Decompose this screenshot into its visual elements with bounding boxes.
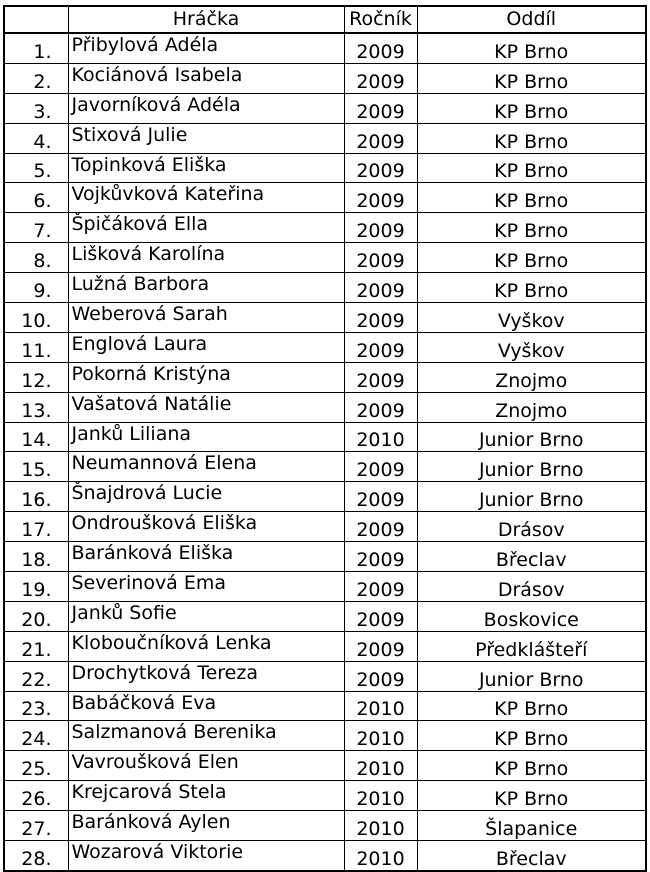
player-name-cell: Vašatová Natálie <box>68 392 344 422</box>
club-cell: KP Brno <box>417 721 646 751</box>
table-row <box>4 811 646 841</box>
player-name-cell: Baránková Eliška <box>68 542 344 572</box>
rank-cell: 11. <box>4 332 68 362</box>
club-cell: KP Brno <box>417 691 646 721</box>
player-name-cell: Vojkůvková Kateřina <box>68 183 344 213</box>
table-row <box>4 452 646 482</box>
table-row <box>4 601 646 631</box>
birth-year-cell: 2009 <box>344 183 417 213</box>
club-cell: KP Brno <box>417 33 646 63</box>
player-name-cell: Krejcarová Stela <box>68 781 344 811</box>
birth-year-cell: 2009 <box>344 153 417 183</box>
rank-cell: 13. <box>4 392 68 422</box>
player-name-cell: Wozarová Viktorie <box>68 841 344 871</box>
player-name-cell: Kociánová Isabela <box>68 63 344 93</box>
table-row <box>4 721 646 751</box>
birth-year-cell: 2009 <box>344 332 417 362</box>
rank-cell: 6. <box>4 183 68 213</box>
birth-year-cell: 2009 <box>344 392 417 422</box>
club-cell: KP Brno <box>417 213 646 243</box>
rank-cell: 10. <box>4 303 68 333</box>
rank-cell: 23. <box>4 691 68 721</box>
birth-year-cell: 2010 <box>344 751 417 781</box>
club-cell: Drásov <box>417 572 646 602</box>
table-row <box>4 841 646 871</box>
table-row <box>4 542 646 572</box>
birth-year-cell: 2009 <box>344 273 417 303</box>
player-name-cell: Vavroušková Elen <box>68 751 344 781</box>
club-cell: Junior Brno <box>417 482 646 512</box>
birth-year-cell: 2010 <box>344 691 417 721</box>
player-name-cell: Englová Laura <box>68 332 344 362</box>
rank-cell: 3. <box>4 93 68 123</box>
player-name-cell: Pokorná Kristýna <box>68 362 344 392</box>
club-cell: Drásov <box>417 512 646 542</box>
club-cell: KP Brno <box>417 183 646 213</box>
rank-cell: 14. <box>4 422 68 452</box>
player-name-cell: Janků Sofie <box>68 601 344 631</box>
rank-cell: 20. <box>4 601 68 631</box>
table-body <box>4 33 646 871</box>
rank-cell: 21. <box>4 631 68 661</box>
birth-year-cell: 2009 <box>344 243 417 273</box>
club-cell: Břeclav <box>417 542 646 572</box>
rank-cell: 5. <box>4 153 68 183</box>
birth-year-cell: 2009 <box>344 362 417 392</box>
birth-year-cell: 2009 <box>344 482 417 512</box>
birth-year-cell: 2009 <box>344 33 417 63</box>
player-name-cell: Kloboučníková Lenka <box>68 631 344 661</box>
player-name-cell: Stixová Julie <box>68 123 344 153</box>
table-row <box>4 572 646 602</box>
club-cell: Vyškov <box>417 332 646 362</box>
rank-cell: 28. <box>4 841 68 871</box>
player-name-cell: Šnajdrová Lucie <box>68 482 344 512</box>
player-name-cell: Janků Liliana <box>68 422 344 452</box>
birth-year-cell: 2009 <box>344 572 417 602</box>
birth-year-cell: 2009 <box>344 452 417 482</box>
rank-cell: 9. <box>4 273 68 303</box>
birth-year-cell: 2009 <box>344 661 417 691</box>
player-name-cell: Lužná Barbora <box>68 273 344 303</box>
table-row <box>4 213 646 243</box>
birth-year-cell: 2009 <box>344 542 417 572</box>
table-row <box>4 392 646 422</box>
club-cell: Znojmo <box>417 392 646 422</box>
header-row <box>4 6 646 33</box>
birth-year-cell: 2010 <box>344 811 417 841</box>
player-name-cell: Weberová Sarah <box>68 303 344 333</box>
player-name-cell: Ondroušková Eliška <box>68 512 344 542</box>
club-cell: KP Brno <box>417 153 646 183</box>
table-row <box>4 362 646 392</box>
header-player: Hráčka <box>68 6 344 33</box>
rank-cell: 17. <box>4 512 68 542</box>
club-cell: Junior Brno <box>417 422 646 452</box>
club-cell: Junior Brno <box>417 452 646 482</box>
rank-cell: 26. <box>4 781 68 811</box>
header-birth-year: Ročník <box>344 6 417 33</box>
birth-year-cell: 2009 <box>344 631 417 661</box>
table-row <box>4 33 646 63</box>
birth-year-cell: 2010 <box>344 721 417 751</box>
club-cell: Vyškov <box>417 303 646 333</box>
players-table <box>3 5 647 872</box>
club-cell: KP Brno <box>417 63 646 93</box>
table-row <box>4 63 646 93</box>
table-row <box>4 93 646 123</box>
table-row <box>4 243 646 273</box>
table-row <box>4 512 646 542</box>
birth-year-cell: 2010 <box>344 841 417 871</box>
table-row <box>4 273 646 303</box>
birth-year-cell: 2009 <box>344 213 417 243</box>
club-cell: KP Brno <box>417 93 646 123</box>
rank-cell: 18. <box>4 542 68 572</box>
player-name-cell: Salzmanová Berenika <box>68 721 344 751</box>
birth-year-cell: 2009 <box>344 63 417 93</box>
rank-cell: 2. <box>4 63 68 93</box>
table-row <box>4 153 646 183</box>
birth-year-cell: 2009 <box>344 123 417 153</box>
club-cell: Junior Brno <box>417 661 646 691</box>
rank-cell: 1. <box>4 33 68 63</box>
birth-year-cell: 2010 <box>344 422 417 452</box>
rank-cell: 15. <box>4 452 68 482</box>
rank-cell: 4. <box>4 123 68 153</box>
player-name-cell: Baránková Aylen <box>68 811 344 841</box>
club-cell: Předklášteří <box>417 631 646 661</box>
player-name-cell: Javorníková Adéla <box>68 93 344 123</box>
birth-year-cell: 2009 <box>344 93 417 123</box>
club-cell: KP Brno <box>417 781 646 811</box>
table-row <box>4 332 646 362</box>
header-club: Oddíl <box>417 6 646 33</box>
player-name-cell: Neumannová Elena <box>68 452 344 482</box>
table-row <box>4 751 646 781</box>
player-name-cell: Topinková Eliška <box>68 153 344 183</box>
rank-cell: 8. <box>4 243 68 273</box>
rank-cell: 27. <box>4 811 68 841</box>
table-row <box>4 422 646 452</box>
player-name-cell: Přibylová Adéla <box>68 33 344 63</box>
table-row <box>4 123 646 153</box>
club-cell: Znojmo <box>417 362 646 392</box>
table-row <box>4 691 646 721</box>
rank-cell: 16. <box>4 482 68 512</box>
player-name-cell: Drochytková Tereza <box>68 661 344 691</box>
rank-cell: 22. <box>4 661 68 691</box>
birth-year-cell: 2010 <box>344 781 417 811</box>
rank-cell: 24. <box>4 721 68 751</box>
birth-year-cell: 2009 <box>344 512 417 542</box>
club-cell: Šlapanice <box>417 811 646 841</box>
club-cell: Boskovice <box>417 601 646 631</box>
table-row <box>4 631 646 661</box>
player-name-cell: Lišková Karolína <box>68 243 344 273</box>
rank-cell: 19. <box>4 572 68 602</box>
birth-year-cell: 2009 <box>344 601 417 631</box>
club-cell: KP Brno <box>417 751 646 781</box>
table-row <box>4 661 646 691</box>
rank-cell: 25. <box>4 751 68 781</box>
rank-cell: 12. <box>4 362 68 392</box>
club-cell: Břeclav <box>417 841 646 871</box>
club-cell: KP Brno <box>417 123 646 153</box>
rank-cell: 7. <box>4 213 68 243</box>
table-row <box>4 781 646 811</box>
player-name-cell: Severinová Ema <box>68 572 344 602</box>
player-name-cell: Babáčková Eva <box>68 691 344 721</box>
table-row <box>4 183 646 213</box>
table-row <box>4 303 646 333</box>
player-name-cell: Špičáková Ella <box>68 213 344 243</box>
club-cell: KP Brno <box>417 243 646 273</box>
birth-year-cell: 2009 <box>344 303 417 333</box>
header-rank <box>4 6 68 33</box>
club-cell: KP Brno <box>417 273 646 303</box>
table-row <box>4 482 646 512</box>
